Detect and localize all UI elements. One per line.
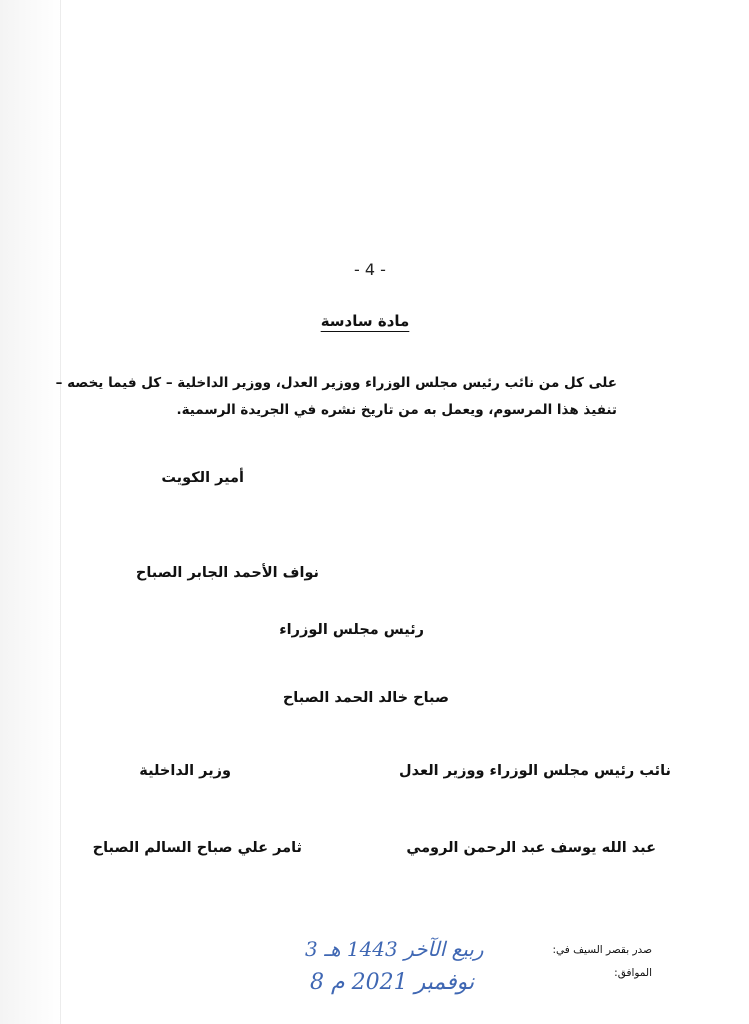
deputy-pm-title: نائب رئيس مجلس الوزراء ووزير العدل xyxy=(399,763,671,779)
article-body-line-2: تنفيذ هذا المرسوم، ويعمل به من تاريخ نشره في الجريدة الرسمية. xyxy=(176,402,617,418)
handwritten-hijri-date: 3 ربيع الآخر 1443 هـ xyxy=(305,937,484,961)
deputy-pm-name: عبد الله يوسف عبد الرحمن الرومي xyxy=(406,840,656,856)
issued-at-label: صدر بقصر السيف في: xyxy=(552,944,652,956)
interior-minister-title: وزير الداخلية xyxy=(139,763,231,779)
scan-page-edge xyxy=(0,0,62,1024)
page-number: - 4 - xyxy=(354,260,386,279)
amir-name: نواف الأحمد الجابر الصباح xyxy=(135,565,319,581)
prime-minister-title: رئيس مجلس الوزراء xyxy=(279,622,424,638)
amir-title: أمير الكويت xyxy=(161,470,244,486)
article-body-line-1: على كل من نائب رئيس مجلس الوزراء ووزير العدل، ووزير الداخلية – كل فيما يخصه – xyxy=(55,375,617,391)
scan-edge-line xyxy=(60,0,61,1024)
approved-date-label: الموافق: xyxy=(614,967,652,979)
handwritten-gregorian-date: 8 نوفمبر 2021 م xyxy=(310,970,475,995)
interior-minister-name: ثامر علي صباح السالم الصباح xyxy=(92,840,302,856)
article-title: مادة سادسة xyxy=(320,312,410,330)
prime-minister-name: صباح خالد الحمد الصباح xyxy=(282,690,449,706)
